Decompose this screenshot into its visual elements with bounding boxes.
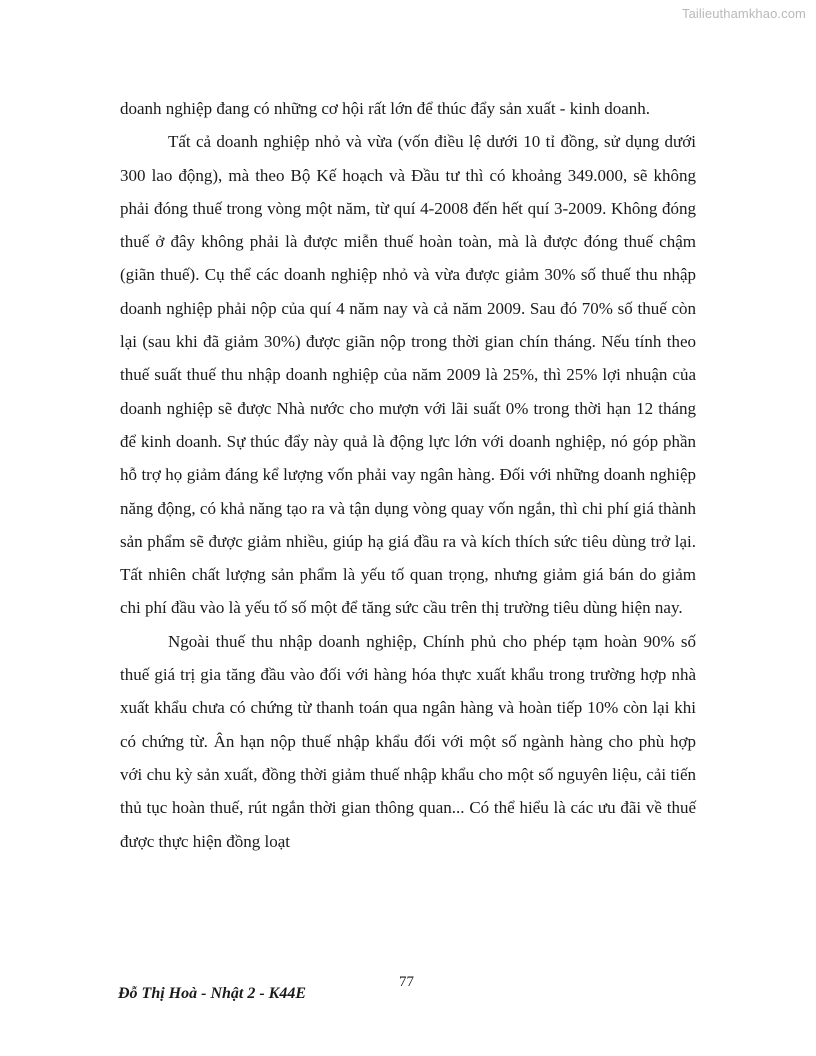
watermark-text: Tailieuthamkhao.com: [681, 6, 806, 21]
paragraph-continuation: doanh nghiệp đang có những cơ hội rất lớn để thúc đẩy sản xuất - kinh doanh.: [120, 99, 650, 118]
footer-author: Đỗ Thị Hoà - Nhật 2 - K44E: [118, 985, 307, 1002]
document-body: [120, 92, 696, 858]
page-number: 77: [399, 974, 414, 990]
paragraph-export-tax: Ngoài thuế thu nhập doanh nghiệp, Chính phủ cho phép tạm hoàn 90% số thuế giá trị gia tăng đầu vào đối với hàng hóa thực xuất khẩu trong trường hợp nhà xuất khẩu chưa có chứng từ thanh toán qua ngân hàng và hoàn tiếp 10% còn lại khi có chứng từ. Ân hạn nộp thuế nhập khẩu đối với một số ngành hàng cho phù hợp với chu kỳ sản xuất, đồng thời giảm thuế nhập khẩu cho một số nguyên liệu, cải tiến thủ tục hoàn thuế, rút ngắn thời gian thông quan... Có thể hiểu là các ưu đãi về thuế được thực hiện đồng loạt: [120, 631, 696, 851]
paragraph-sme-tax: Tất cả doanh nghiệp nhỏ và vừa (vốn điều lệ dưới 10 tỉ đồng, sử dụng dưới 300 lao động), mà theo Bộ Kế hoạch và Đầu tư thì có khoảng 349.000, sẽ không phải đóng thuế trong vòng một năm, từ quí 4-2008 đến hết quí 3-2009. Không đóng thuế ở đây không phải là được miễn thuế hoàn toàn, mà là được đóng thuế chậm (giãn thuế). Cụ thể các doanh nghiệp nhỏ và vừa được giảm 30% số thuế thu nhập doanh nghiệp phải nộp của quí 4 năm nay và cả năm 2009. Sau đó 70% số thuế còn lại (sau khi đã giảm 30%) được giãn nộp trong thời gian chín tháng. Nếu tính theo thuế suất thuế thu nhập doanh nghiệp của năm 2009 là 25%, thì 25% lợi nhuận của doanh nghiệp sẽ được Nhà nước cho mượn với lãi suất 0% trong thời hạn 12 tháng để kinh doanh. Sự thúc đẩy này quả là động lực lớn với doanh nghiệp, nó góp phần hỗ trợ họ giảm đáng kể lượng vốn phải vay ngân hàng. Đối với những doanh nghiệp năng động, có khả năng tạo ra và tận dụng vòng quay vốn ngắn, thì chi phí giá thành sản phẩm sẽ được giảm nhiều, giúp hạ giá đầu ra và kích thích sức tiêu dùng trở lại. Tất nhiên chất lượng sản phẩm là yếu tố quan trọng, nhưng giảm giá bán do giảm chi phí đầu vào là yếu tố số một để tăng sức cầu trên thị trường tiêu dùng hiện nay.: [120, 132, 696, 618]
